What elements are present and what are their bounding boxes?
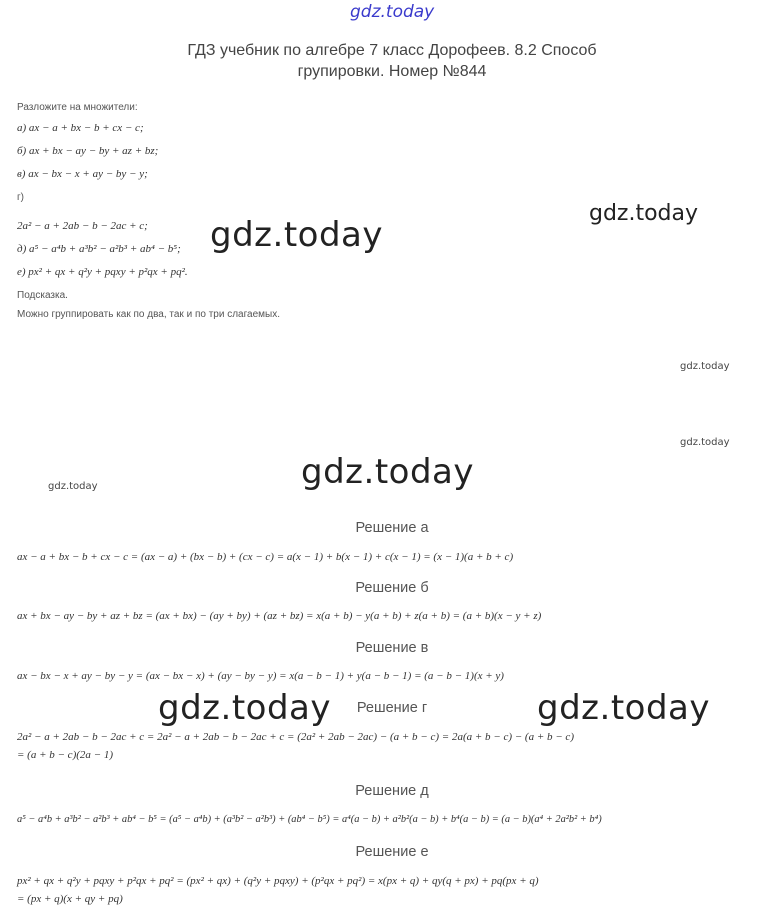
watermark: gdz.today — [48, 481, 98, 492]
site-logo[interactable]: gdz.today — [350, 2, 435, 22]
task-item-b: б) ax + bx − ay − by + az + bz; — [17, 145, 159, 157]
watermark: gdz.today — [301, 452, 474, 492]
solution-heading-v: Решение в — [355, 640, 429, 656]
page-title-line2: групировки. Номер №844 — [297, 63, 487, 80]
task-item-e: е) px² + qx + q²y + pqxy + p²qx + pq². — [17, 266, 188, 278]
task-item-g: 2a² − a + 2ab − b − 2ac + c; — [17, 220, 148, 232]
hint-label: Подсказка. — [17, 290, 68, 301]
solution-line-d-1: a⁵ − a⁴b + a³b² − a²b³ + ab⁴ − b⁵ = (a⁵ − a⁴b) + (a³b² − a²b³) + (ab⁴ − b⁵) = a⁴(a − b) + a²b²(a − b) + b⁴(a − b) = (a − b)(a⁴ + 2a²b² + b⁴) — [17, 814, 602, 825]
task-item-v: в) ax − bx − x + ay − by − y; — [17, 168, 148, 180]
watermark: gdz.today — [158, 688, 331, 728]
task-intro: Разложите на множители: — [17, 102, 138, 113]
solution-heading-e: Решение е — [355, 844, 429, 860]
watermark: gdz.today — [589, 201, 699, 226]
watermark: gdz.today — [680, 437, 730, 448]
solution-line-e-2: = (px + q)(x + qy + pq) — [17, 893, 123, 905]
page-title-line1: ГДЗ учебник по алгебре 7 класс Дорофеев. 8.2 Способ — [187, 42, 597, 59]
task-item-g-label: г) — [17, 192, 24, 203]
solution-line-v-1: ax − bx − x + ay − by − y = (ax − bx − x) + (ay − by − y) = x(a − b − 1) + y(a − b − 1) = (a − b − 1)(x + y) — [17, 670, 504, 682]
page-title — [0, 40, 784, 82]
solution-line-g-2: = (a + b − c)(2a − 1) — [17, 749, 113, 761]
watermark: gdz.today — [680, 361, 730, 372]
solution-line-b-1: ax + bx − ay − by + az + bz = (ax + bx) − (ay + by) + (az + bz) = x(a + b) − y(a + b) + z(a + b) = (a + b)(x − y + z) — [17, 610, 542, 622]
watermark: gdz.today — [210, 215, 383, 255]
watermark: gdz.today — [537, 688, 710, 728]
solution-heading-b: Решение б — [355, 580, 429, 596]
hint-text: Можно группировать как по два, так и по три слагаемых. — [17, 309, 281, 320]
solution-heading-d: Решение д — [355, 783, 429, 799]
solution-line-g-1: 2a² − a + 2ab − b − 2ac + c = 2a² − a + 2ab − b − 2ac + c = (2a² + 2ab − 2ac) − (a + b − c) = 2a(a + b − c) − (a + b − c) — [17, 731, 574, 743]
task-item-d: д) a⁵ − a⁴b + a³b² − a²b³ + ab⁴ − b⁵; — [17, 243, 181, 255]
solution-heading-a: Решение а — [355, 520, 429, 536]
solution-line-e-1: px² + qx + q²y + pqxy + p²qx + pq² = (px² + qx) + (q²y + pqxy) + (p²qx + pq²) = x(px + q) + qy(q + px) + pq(px + q) — [17, 875, 539, 887]
solution-line-a-1: ax − a + bx − b + cx − c = (ax − a) + (bx − b) + (cx − c) = a(x − 1) + b(x − 1) + c(x − 1) = (x − 1)(a + b + c) — [17, 551, 514, 563]
task-item-a: а) ax − a + bx − b + cx − c; — [17, 122, 144, 134]
solution-heading-g: Решение г — [356, 700, 428, 716]
